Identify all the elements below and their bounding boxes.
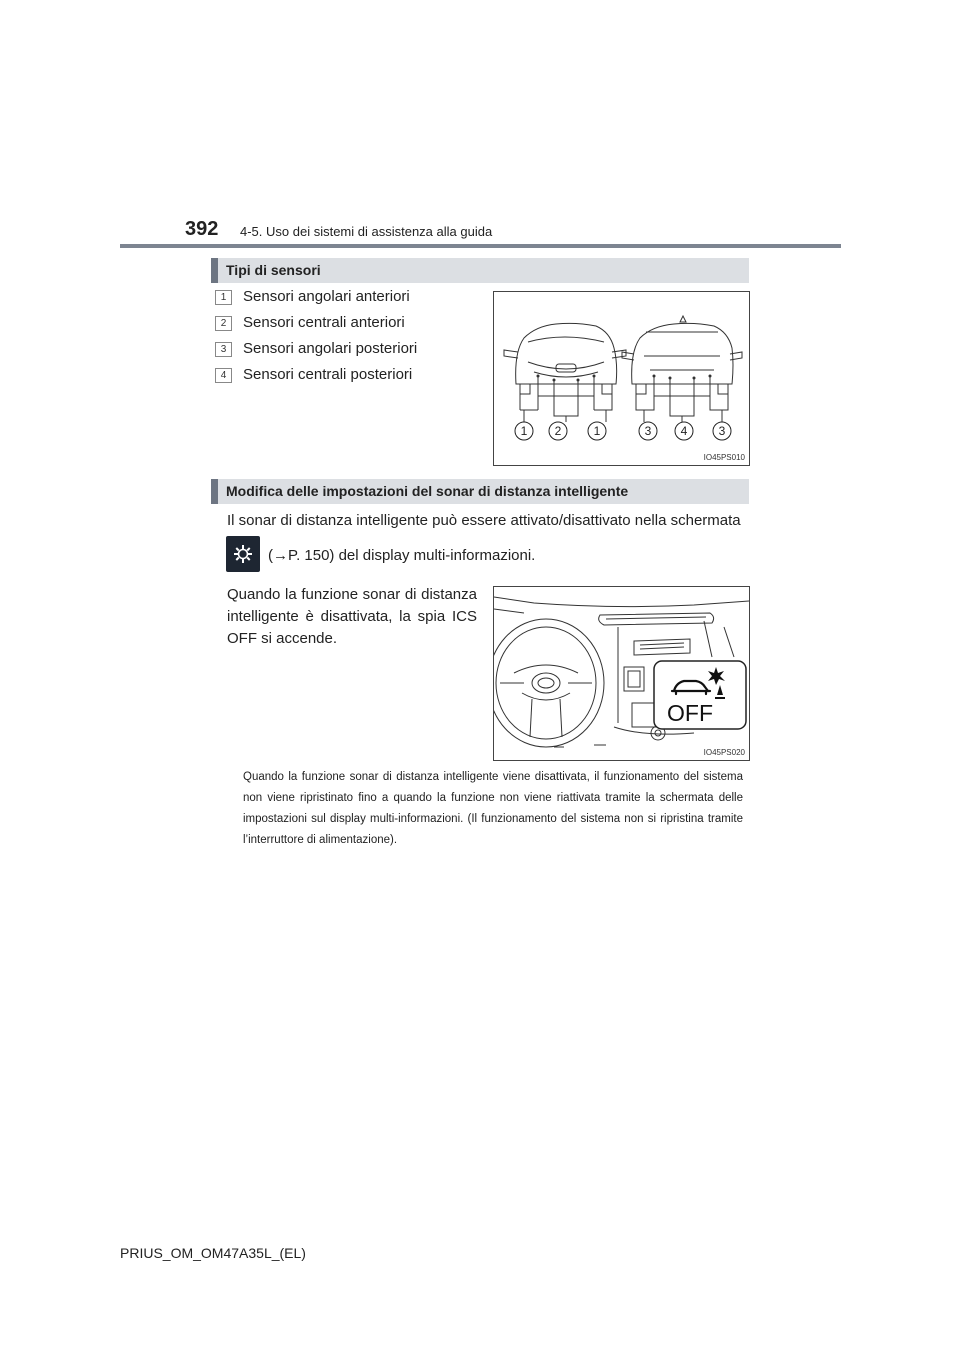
note-paragraph: Quando la funzione sonar di distanza intelligente viene disattivata, il funzionamento del sistema non viene ripristinato fino a quando la funzione non viene riattivata tramite la schermata delle impostazioni sul display multi-informazioni. (Il funzionamento del sistema non si ripristina tramite l’interruttore di alimentazione). <box>243 771 743 846</box>
item-number: 3 <box>215 342 232 357</box>
callout-3: 3 <box>718 424 726 438</box>
settings-reference: (→P. 150) del display multi-informazioni. <box>268 547 536 564</box>
figure-code: IO45PS020 <box>703 748 745 757</box>
page-number: 392 <box>185 218 219 240</box>
item-number: 4 <box>215 368 232 383</box>
car-illustration <box>494 292 749 465</box>
callout-2: 2 <box>554 424 562 438</box>
item-number: 2 <box>215 316 232 331</box>
section-title: Modifica delle impostazioni del sonar di distanza intelligente <box>226 483 629 499</box>
dashboard-figure <box>493 586 750 761</box>
callout-3: 3 <box>644 424 652 438</box>
sensor-label-rear-center: Sensori centrali posteriori <box>243 366 413 383</box>
chapter-title: 4-5. Uso dei sistemi di assistenza alla guida <box>240 224 493 239</box>
sensor-label-front-center: Sensori centrali anteriori <box>243 314 405 331</box>
document-id: PRIUS_OM_OM47A35L_(EL) <box>120 1245 306 1261</box>
header-rule <box>120 244 841 248</box>
settings-intro: Il sonar di distanza intelligente può essere attivato/disattivato nella schermata <box>227 512 741 529</box>
callout-1: 1 <box>593 424 601 438</box>
ics-off-paragraph: Quando la funzione sonar di distanza intelligente è disattivata, la spia ICS OFF si accende. <box>227 586 477 647</box>
gear-icon <box>226 536 260 572</box>
section-title: Tipi di sensori <box>226 262 321 278</box>
section-header-sensor-types <box>211 258 749 283</box>
ics-off-indicator-text: OFF <box>667 700 713 726</box>
section-header-settings <box>211 479 749 504</box>
sensor-figure <box>493 291 750 466</box>
callout-4: 4 <box>680 424 688 438</box>
callout-1: 1 <box>520 424 528 438</box>
settings-screen-icon <box>226 536 260 572</box>
item-number: 1 <box>215 290 232 305</box>
sensor-label-front-corner: Sensori angolari anteriori <box>243 288 410 305</box>
sensor-label-rear-corner: Sensori angolari posteriori <box>243 340 418 357</box>
figure-code: IO45PS010 <box>703 453 745 462</box>
dashboard-illustration <box>494 587 749 760</box>
